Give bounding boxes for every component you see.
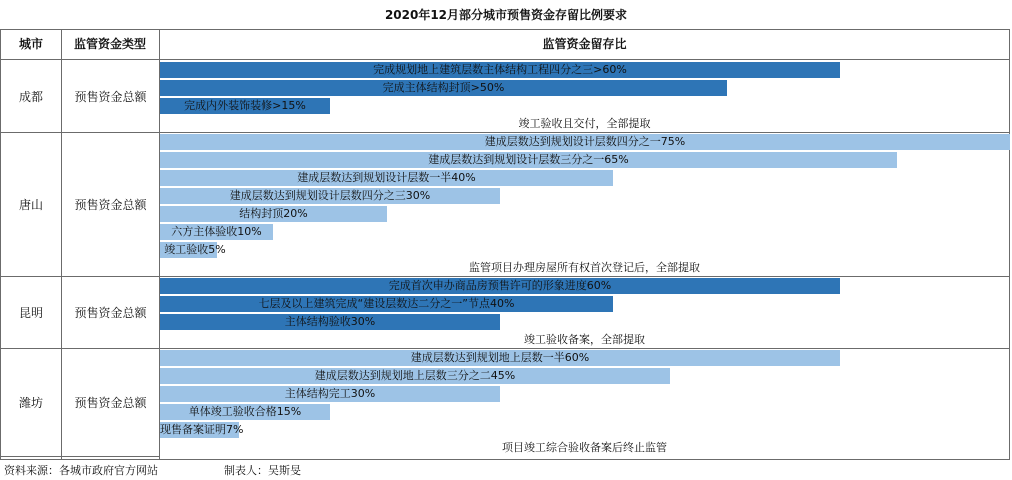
bar-label: 完成内外装饰装修>15% bbox=[184, 99, 306, 112]
bar-label: 竣工验收5% bbox=[164, 243, 226, 256]
header-ratio: 监管资金留存比 bbox=[542, 37, 627, 51]
bar-label: 建成层数达到规划设计层数一半40% bbox=[297, 171, 476, 184]
row-divider bbox=[159, 348, 1010, 349]
bar-label: 单体竣工验收合格15% bbox=[188, 405, 302, 418]
bar-label: 六方主体验收10% bbox=[171, 225, 262, 238]
bar-label: 建成层数达到规划地上层数一半60% bbox=[410, 351, 590, 364]
fund-type-cell: 预售资金总额 bbox=[61, 61, 159, 133]
header-divider bbox=[0, 59, 1010, 60]
city-cell: 潍坊 bbox=[1, 349, 61, 457]
city-cell: 成都 bbox=[1, 61, 61, 133]
bar-label: 主体结构完工30% bbox=[284, 387, 376, 400]
fund-type-cell: 预售资金总额 bbox=[61, 133, 159, 277]
final-withdrawal-label: 竣工验收备案，全部提取 bbox=[524, 333, 645, 346]
bar-label: 现售备案证明7% bbox=[160, 423, 244, 436]
row-divider bbox=[159, 276, 1010, 277]
bar-label: 主体结构验收30% bbox=[284, 315, 376, 328]
bar-label: 建成层数达到规划设计层数四分之一75% bbox=[484, 135, 686, 148]
bar-label: 建成层数达到规划地上层数三分之二45% bbox=[314, 369, 516, 382]
bar-label: 七层及以上建筑完成“建设层数达二分之一”节点40% bbox=[258, 297, 515, 310]
bar-label: 完成主体结构封顶>50% bbox=[382, 81, 505, 94]
fund-type-cell: 预售资金总额 bbox=[61, 349, 159, 457]
bar-label: 完成规划地上建筑层数主体结构工程四分之三>60% bbox=[373, 63, 627, 76]
bar-label: 完成首次申办商品房预售许可的形象进度60% bbox=[388, 279, 612, 292]
city-cell: 唐山 bbox=[1, 133, 61, 277]
chart-title: 2020年12月部分城市预售资金存留比例要求 bbox=[384, 8, 628, 22]
fund-type-cell: 预售资金总额 bbox=[61, 277, 159, 349]
final-withdrawal-label: 项目竣工综合验收备案后终止监管 bbox=[502, 441, 667, 454]
footer-author: 制表人：吴斯旻 bbox=[224, 464, 301, 477]
final-withdrawal-label: 监管项目办理房屋所有权首次登记后，全部提取 bbox=[469, 261, 700, 274]
bar-label: 建成层数达到规划设计层数三分之一65% bbox=[428, 153, 629, 166]
row-divider bbox=[159, 132, 1010, 133]
header-city: 城市 bbox=[18, 37, 43, 51]
city-cell: 昆明 bbox=[1, 277, 61, 349]
bar-label: 结构封顶20% bbox=[239, 207, 308, 220]
header-fund-type: 监管资金类型 bbox=[73, 37, 146, 51]
final-withdrawal-label: 竣工验收且交付，全部提取 bbox=[518, 117, 651, 130]
footer-source: 资料来源：各城市政府官方网站 bbox=[4, 464, 158, 477]
bar-label: 建成层数达到规划设计层数四分之三30% bbox=[229, 189, 431, 202]
